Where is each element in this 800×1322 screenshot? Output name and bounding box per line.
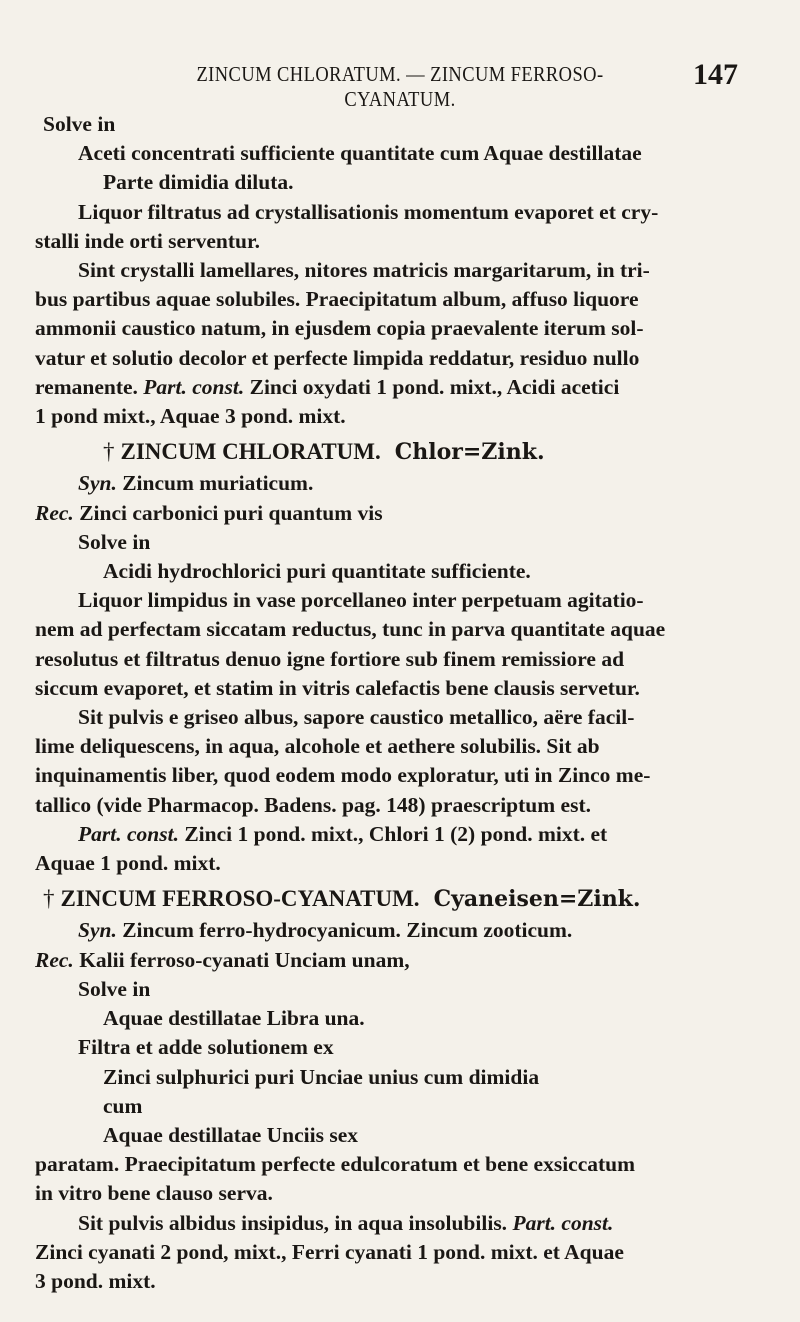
german-title: Chlor=Zink.: [394, 439, 545, 466]
recipe-line: [35, 499, 765, 528]
text-line: tallico (vide Pharmacop. Badens. pag. 148) praescriptum est.: [35, 792, 591, 817]
text-line: Zinci sulphurici puri Unciae unius cum dimidia: [103, 1064, 540, 1089]
text-line: nem ad perfectam siccatam reductus, tunc in parva quantitate aquae: [35, 617, 666, 642]
section-title: ZINCUM CHLORATUM.: [120, 439, 381, 465]
text-fragment: remanente.: [35, 374, 138, 399]
part-const-label: Part. const.: [78, 821, 179, 846]
rec-label: Rec.: [35, 500, 74, 525]
section-heading-ferroso: [35, 884, 765, 914]
text-line: Acidi hydrochlorici puri quantitate sufficiente.: [103, 559, 531, 584]
syn-label: Syn.: [78, 471, 117, 496]
syn-text: Zincum ferro-hydrocyanicum. Zincum zooticum.: [122, 918, 573, 943]
text-line: 1 pond mixt., Aquae 3 pond. mixt.: [35, 404, 346, 429]
text-line: ammonii caustico natum, in ejusdem copia praevalente iterum sol-: [35, 316, 644, 341]
text-line: [35, 373, 765, 402]
text-line: inquinamentis liber, quod eodem modo exploratur, uti in Zinco me-: [35, 763, 651, 788]
text-line: Aquae destillatae Unciis sex: [103, 1122, 359, 1147]
synonym-line: [35, 916, 765, 945]
part-const-label: Part. const.: [143, 374, 245, 399]
text-line: lime deliquescens, in aqua, alcohole et aethere solubilis. Sit ab: [35, 734, 600, 759]
text-line: Aceti concentrati sufficiente quantitate cum Aquae destillatae: [78, 141, 642, 166]
rec-label: Rec.: [35, 947, 74, 972]
text-line: Solve in: [78, 529, 151, 554]
synonym-line: [35, 469, 765, 498]
text-fragment: Sit pulvis albidus insipidus, in aqua insolubilis.: [78, 1210, 508, 1235]
text-line: Aquae 1 pond. mixt.: [35, 851, 221, 876]
text-line: cum: [103, 1093, 143, 1118]
text-line: bus partibus aquae solubiles. Praecipitatum album, affuso liquore: [35, 287, 639, 312]
text-line: paratam. Praecipitatum perfecte edulcoratum et bene exsiccatum: [35, 1152, 636, 1177]
part-const-text: Zinci 1 pond. mixt., Chlori 1 (2) pond. mixt. et: [184, 821, 608, 846]
text-line: siccum evaporet, et statim in vitris calefactis bene clausis servetur.: [35, 675, 640, 700]
text-line: Filtra et adde solutionem ex: [78, 1035, 334, 1060]
text-line: Liquor limpidus in vase porcellaneo inter perpetuam agitatio-: [78, 588, 644, 613]
running-title: ZINCUM CHLORATUM. — ZINCUM FERROSO-CYANATUM.: [196, 62, 604, 111]
text-line: Liquor filtratus ad crystallisationis momentum evaporet et cry-: [78, 199, 659, 224]
text-line: [35, 1209, 765, 1238]
text-line: Sit pulvis e griseo albus, sapore caustico metallico, aëre facil-: [78, 705, 635, 730]
text-line: Sint crystalli lamellares, nitores matricis margaritarum, in tri-: [78, 258, 650, 283]
text-line: Zinci cyanati 2 pond, mixt., Ferri cyanati 1 pond. mixt. et Aquae: [35, 1239, 624, 1264]
syn-label: Syn.: [78, 918, 117, 943]
text-line: vatur et solutio decolor et perfecte limpida reddatur, residuo nullo: [35, 345, 640, 370]
text-line: resolutus et filtratus denuo igne fortiore sub finem remissiore ad: [35, 646, 625, 671]
text-line: in vitro bene clauso serva.: [35, 1181, 273, 1206]
page-number: 147: [693, 58, 738, 91]
section-title: ZINCUM FERROSO-CYANATUM.: [60, 886, 420, 912]
part-const-label: Part. const.: [512, 1210, 614, 1235]
dagger-mark: †: [103, 439, 115, 465]
section-heading-chloratum: [35, 437, 765, 467]
syn-text: Zincum muriaticum.: [122, 471, 314, 496]
text-line: Solve in: [43, 112, 116, 136]
text-line: 3 pond. mixt.: [35, 1268, 156, 1293]
part-const-line: [35, 820, 765, 849]
page-header: [0, 58, 800, 111]
text-line: Aquae destillatae Libra una.: [103, 1006, 365, 1031]
page-body: [35, 110, 765, 1296]
recipe-line: [35, 946, 765, 975]
text-line: Solve in: [78, 976, 151, 1001]
rec-text: Zinci carbonici puri quantum vis: [79, 500, 383, 525]
text-line: Parte dimidia diluta.: [103, 170, 294, 195]
text-fragment: Zinci oxydati 1 pond. mixt., Acidi acetici: [249, 374, 620, 399]
dagger-mark: †: [43, 886, 55, 912]
rec-text: Kalii ferroso-cyanati Unciam unam,: [79, 947, 410, 972]
german-title: Cyaneisen=Zink.: [433, 886, 641, 913]
text-line: stalli inde orti serventur.: [35, 228, 260, 253]
